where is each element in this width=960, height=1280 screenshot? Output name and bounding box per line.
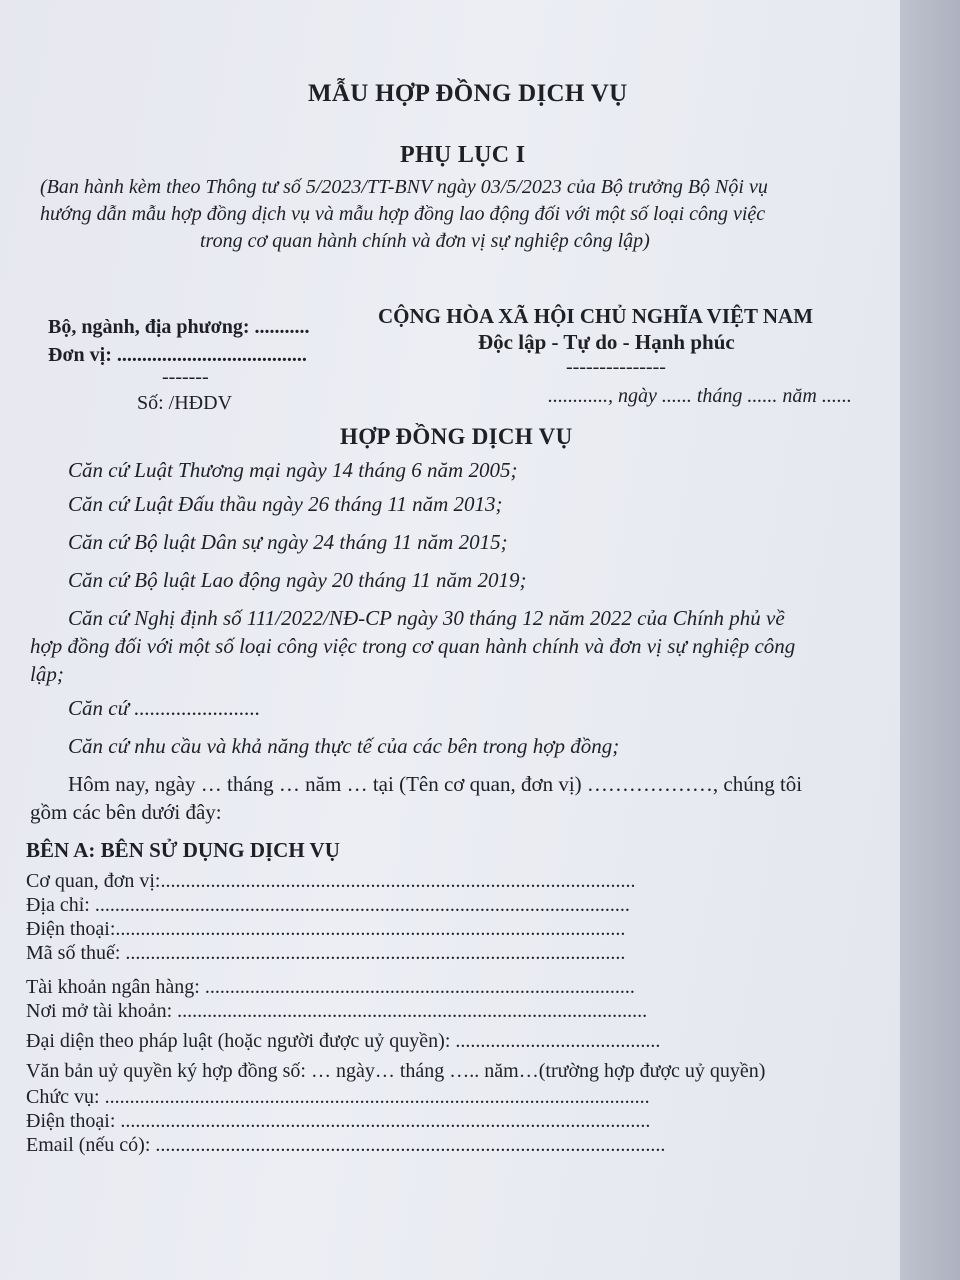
appendix-note-line-3: trong cơ quan hành chính và đơn vị sự nghiệp công lập) [200, 230, 650, 252]
unit-field: Đơn vị: ...................................... [48, 344, 307, 366]
left-divider: ------- [162, 366, 209, 388]
party-a-bank-account-field: Tài khoản ngân hàng: ...................................................................................... [26, 976, 635, 998]
legal-basis-5-line-3: lập; [30, 662, 64, 686]
legal-basis-1: Căn cứ Luật Thương mại ngày 14 tháng 6 năm 2005; [68, 458, 518, 482]
document-number: Số: /HĐDV [137, 392, 233, 414]
page-edge [900, 0, 960, 1280]
country-name: CỘNG HÒA XÃ HỘI CHỦ NGHĨA VIỆT NAM [378, 304, 814, 328]
party-a-position-field: Chức vụ: ............................................................................................................. [26, 1086, 650, 1108]
ministry-field: Bộ, ngành, địa phương: ........... [48, 316, 310, 338]
legal-basis-3: Căn cứ Bộ luật Dân sự ngày 24 tháng 11 năm 2015; [68, 530, 508, 554]
appendix-note-line-1: (Ban hành kèm theo Thông tư số 5/2023/TT-BNV ngày 03/5/2023 của Bộ trưởng Bộ Nội vụ [40, 176, 768, 198]
intro-line-2: gồm các bên dưới đây: [30, 800, 222, 824]
national-motto: Độc lập - Tự do - Hạnh phúc [478, 330, 735, 354]
party-a-bank-branch-field: Nơi mở tài khoản: .............................................................................................. [26, 1000, 648, 1022]
contract-title: HỢP ĐỒNG DỊCH VỤ [340, 424, 573, 449]
legal-basis-2: Căn cứ Luật Đấu thầu ngày 26 tháng 11 năm 2013; [68, 492, 503, 516]
legal-basis-6: Căn cứ ........................ [68, 696, 261, 720]
appendix-note-line-2: hướng dẫn mẫu hợp đồng dịch vụ và mẫu hợp đồng lao động đối với một số loại công việc [40, 203, 766, 225]
legal-basis-5-line-2: hợp đồng đối với một số loại công việc trong cơ quan hành chính và đơn vị sự nghiệp công [30, 634, 796, 658]
party-a-phone-field: Điện thoại:...................................................................................................... [26, 918, 626, 940]
party-a-contact-phone-field: Điện thoại: .......................................................................................................... [26, 1110, 651, 1132]
party-a-agency-field: Cơ quan, đơn vị:............................................................................................... [26, 870, 636, 892]
party-a-address-field: Địa chỉ: ........................................................................................................... [26, 894, 630, 916]
party-a-email-field: Email (nếu có): ...................................................................................................... [26, 1134, 666, 1156]
document-title: MẪU HỢP ĐỒNG DỊCH VỤ [308, 80, 628, 107]
intro-line-1: Hôm nay, ngày … tháng … năm … tại (Tên cơ quan, đơn vị) ………………, chúng tôi [68, 772, 803, 796]
party-a-representative-field: Đại diện theo pháp luật (hoặc người được uỷ quyền): ......................................... [26, 1030, 661, 1052]
legal-basis-7: Căn cứ nhu cầu và khả năng thực tế của các bên trong hợp đồng; [68, 734, 620, 758]
legal-basis-4: Căn cứ Bộ luật Lao động ngày 20 tháng 11 năm 2019; [68, 568, 527, 592]
appendix-title: PHỤ LỤC I [400, 142, 526, 168]
party-a-heading: BÊN A: BÊN SỬ DỤNG DỊCH VỤ [26, 838, 340, 862]
party-a-authorization-field: Văn bản uỷ quyền ký hợp đồng số: … ngày… tháng ….. năm…(trường hợp được uỷ quyền) [26, 1060, 766, 1082]
date-line: ............, ngày ...... tháng ...... năm ...... [548, 385, 852, 407]
legal-basis-5-line-1: Căn cứ Nghị định số 111/2022/NĐ-CP ngày 30 tháng 12 năm 2022 của Chính phủ về [68, 606, 785, 630]
party-a-tax-code-field: Mã số thuế: .................................................................................................... [26, 942, 626, 964]
right-divider: --------------- [566, 356, 666, 378]
